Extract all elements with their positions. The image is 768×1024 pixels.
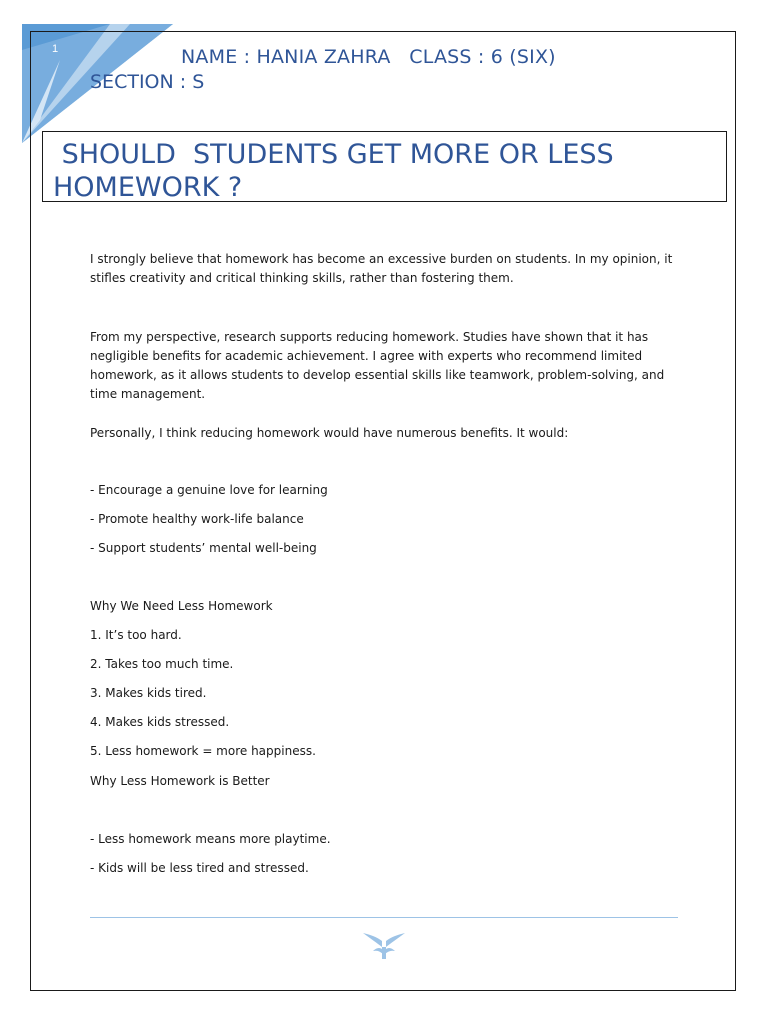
better-point: - Kids will be less tired and stressed. bbox=[90, 861, 309, 875]
reason-item: 5. Less homework = more happiness. bbox=[90, 744, 316, 758]
page-number: 1 bbox=[52, 43, 59, 55]
reason-item: 2. Takes too much time. bbox=[90, 657, 234, 671]
paragraph-2: From my perspective, research supports reducing homework. Studies have shown that it has negligible benefits for academic achievement. I agree with experts who recommend limited homework, as it allows students to develop essential skills like teamwork, problem-solving, and time management. bbox=[90, 330, 665, 401]
benefit-item: - Encourage a genuine love for learning bbox=[90, 483, 328, 497]
student-name-class: NAME : HANIA ZAHRA CLASS : 6 (SIX) bbox=[181, 46, 556, 68]
better-point: - Less homework means more playtime. bbox=[90, 832, 331, 846]
fleur-ornament-icon bbox=[361, 929, 407, 961]
reason-item: 3. Makes kids tired. bbox=[90, 686, 207, 700]
document-title: SHOULD STUDENTS GET MORE OR LESS HOMEWORK ? bbox=[53, 139, 623, 202]
better-heading: Why Less Homework is Better bbox=[90, 774, 270, 788]
reason-item: 1. It’s too hard. bbox=[90, 628, 182, 642]
title-box bbox=[42, 131, 727, 202]
reasons-heading: Why We Need Less Homework bbox=[90, 599, 273, 613]
footer-divider bbox=[90, 917, 678, 918]
reason-item: 4. Makes kids stressed. bbox=[90, 715, 230, 729]
paragraph-3: Personally, I think reducing homework would have numerous benefits. It would: bbox=[90, 426, 569, 440]
benefit-item: - Promote healthy work-life balance bbox=[90, 512, 304, 526]
student-section: SECTION : S bbox=[90, 71, 205, 93]
paragraph-1: I strongly believe that homework has become an excessive burden on students. In my opinion, it stifles creativity and critical thinking skills, rather than fostering them. bbox=[90, 252, 673, 285]
benefit-item: - Support students’ mental well-being bbox=[90, 541, 317, 555]
